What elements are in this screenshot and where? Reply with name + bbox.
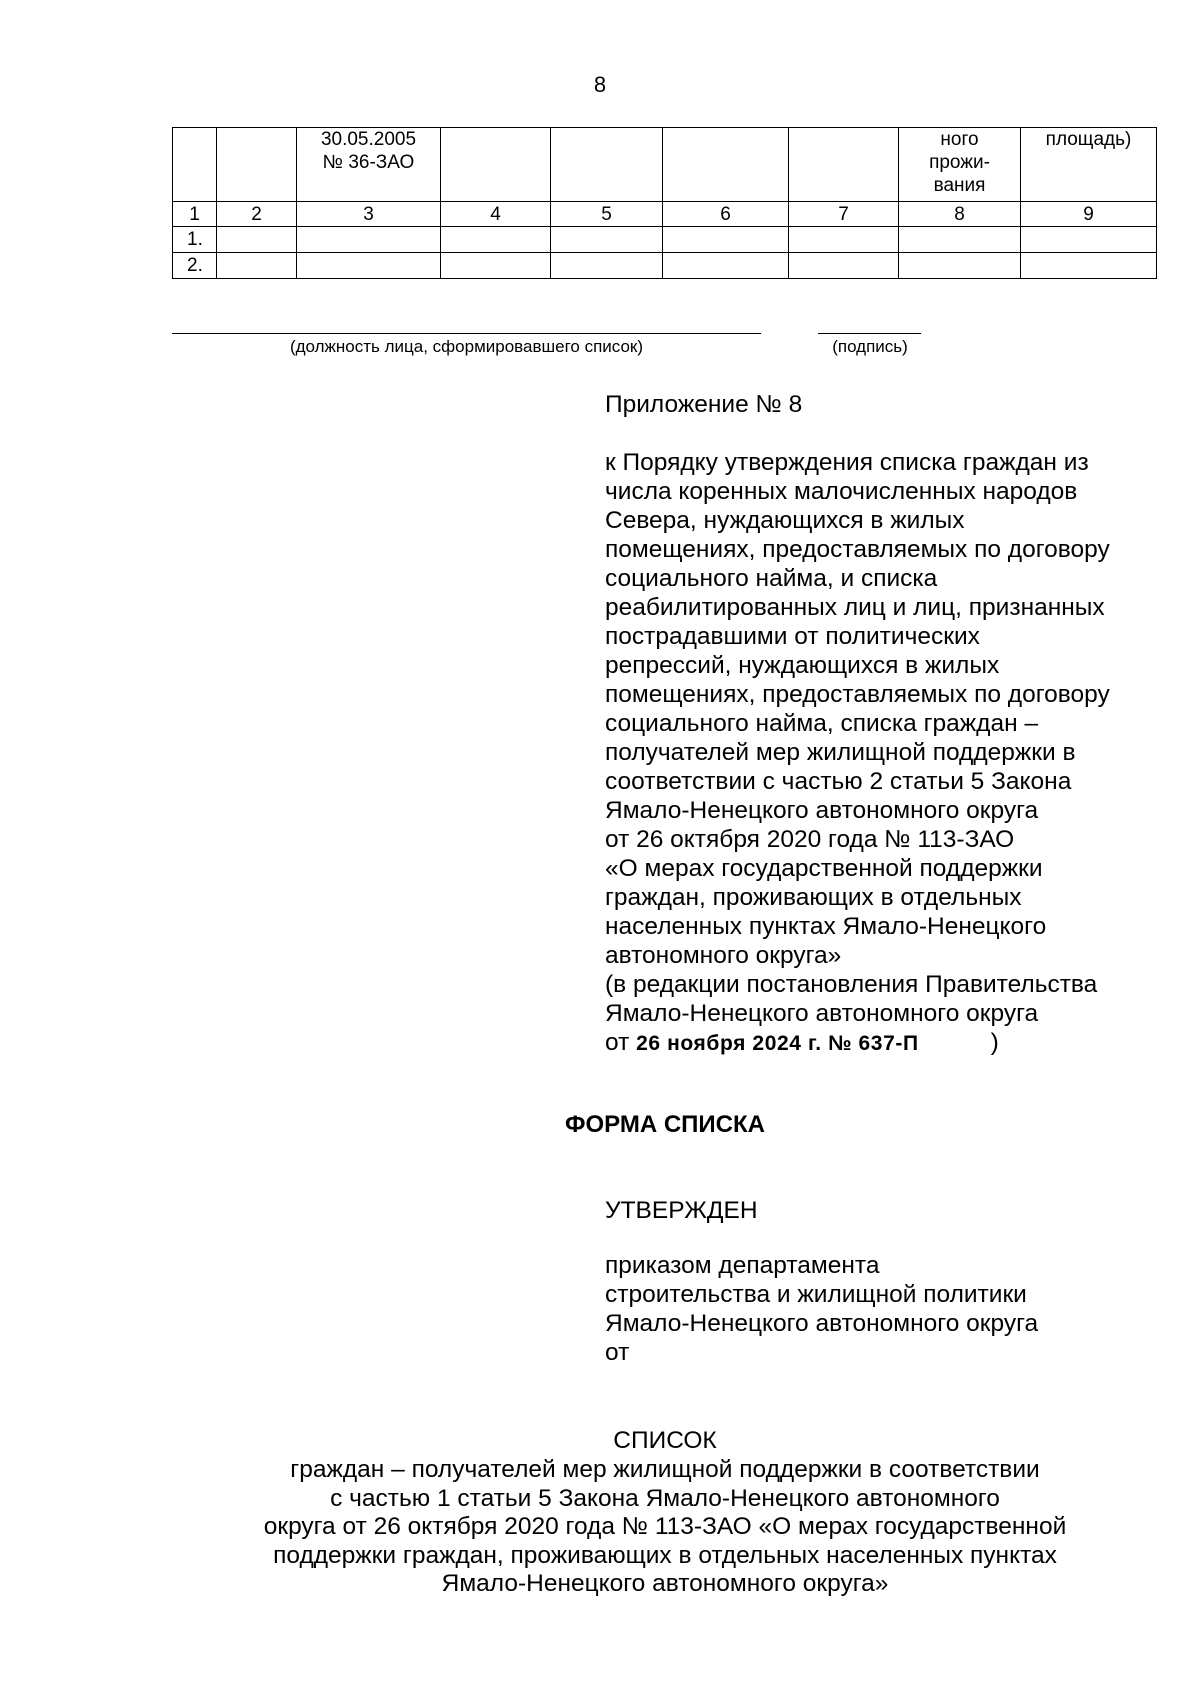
column-number: 8 xyxy=(899,202,1021,227)
appendix-line: (в редакции постановления Правительства xyxy=(605,971,1098,998)
approved-line: строительства и жилищной политики xyxy=(605,1281,1027,1308)
table-cell: 2. xyxy=(173,253,217,279)
approved-line: Ямало-Ненецкого автономного округа xyxy=(605,1310,1039,1337)
table-cell xyxy=(899,227,1021,253)
header-cell: ного прожи- вания xyxy=(899,128,1021,202)
appendix-text xyxy=(605,448,1175,1058)
appendix-line: социального найма, списка граждан – xyxy=(605,710,1039,737)
appendix-line: помещениях, предоставляемых по договору xyxy=(605,536,1110,563)
header-cell xyxy=(789,128,899,202)
appendix-line: репрессий, нуждающихся в жилых xyxy=(605,652,1000,679)
header-cell xyxy=(217,128,297,202)
list-subtitle-line: округа от 26 октября 2020 года № 113-ЗАО «О мерах государственной xyxy=(263,1513,1067,1540)
list-subtitle-line: граждан – получателей мер жилищной поддержки в соответствии xyxy=(290,1456,1040,1483)
appendix-line: числа коренных малочисленных народов xyxy=(605,478,1078,505)
resolution-date: 26 ноября 2024 г. № 637-П xyxy=(636,1032,919,1055)
resolution-date-suffix: ) xyxy=(990,1029,999,1056)
table-cell xyxy=(789,253,899,279)
appendix-line: Ямало-Ненецкого автономного округа xyxy=(605,797,1039,824)
appendix-line: реабилитированных лиц и лиц, признанных xyxy=(605,594,1105,621)
form-title: ФОРМА СПИСКА xyxy=(565,1111,765,1138)
appendix-line: граждан, проживающих в отдельных xyxy=(605,884,1022,911)
column-number: 9 xyxy=(1021,202,1157,227)
page-number: 8 xyxy=(593,72,607,97)
table-cell xyxy=(663,253,789,279)
table-row xyxy=(173,227,1157,253)
column-number: 7 xyxy=(789,202,899,227)
appendix-line: автономного округа» xyxy=(605,942,842,969)
header-cell xyxy=(663,128,789,202)
resolution-date-line xyxy=(605,1028,1175,1058)
appendix-line: от 26 октября 2020 года № 113-ЗАО xyxy=(605,826,1015,853)
appendix-line: населенных пунктах Ямало-Ненецкого xyxy=(605,913,1047,940)
appendix-line: «О мерах государственной поддержки xyxy=(605,855,1043,882)
appendix-line: к Порядку утверждения списка граждан из xyxy=(605,449,1089,476)
appendix-line: социального найма, и списка xyxy=(605,565,938,592)
citizens-table xyxy=(172,127,1157,279)
appendix-line: помещениях, предоставляемых по договору xyxy=(605,681,1110,708)
table-cell: 1. xyxy=(173,227,217,253)
table-cell xyxy=(441,227,551,253)
approved-text xyxy=(605,1251,1175,1367)
list-title: СПИСОК xyxy=(613,1427,717,1454)
appendix-line: получателей мер жилищной поддержки в xyxy=(605,739,1076,766)
header-cell xyxy=(173,128,217,202)
position-caption: (должность лица, сформировавшего список) xyxy=(289,337,644,356)
signature-caption: (подпись) xyxy=(832,337,908,356)
column-number: 2 xyxy=(217,202,297,227)
column-number: 1 xyxy=(173,202,217,227)
list-subtitle-line: с частью 1 статьи 5 Закона Ямало-Ненецкого автономного xyxy=(330,1484,1000,1512)
column-number: 4 xyxy=(441,202,551,227)
column-number: 5 xyxy=(551,202,663,227)
appendix-line: пострадавшими от политических xyxy=(605,623,980,650)
appendix-line: Ямало-Ненецкого автономного округа xyxy=(605,1000,1039,1027)
table-cell xyxy=(663,227,789,253)
table-row xyxy=(173,253,1157,279)
signature-line xyxy=(818,333,921,334)
position-signature-line xyxy=(172,333,761,334)
table-cell xyxy=(217,253,297,279)
approved-line: приказом департамента xyxy=(605,1252,880,1279)
table-cell xyxy=(551,227,663,253)
appendix-line: Севера, нуждающихся в жилых xyxy=(605,507,965,534)
header-cell xyxy=(551,128,663,202)
table-cell xyxy=(551,253,663,279)
table-cell xyxy=(899,253,1021,279)
list-subtitle xyxy=(0,1456,1200,1599)
table-cell xyxy=(217,227,297,253)
column-number-row xyxy=(173,202,1157,227)
appendix-title: Приложение № 8 xyxy=(605,391,803,418)
table-cell xyxy=(1021,253,1157,279)
list-subtitle-line: поддержки граждан, проживающих в отдельных населенных пунктах xyxy=(273,1541,1057,1569)
approved-line: от xyxy=(605,1339,630,1366)
header-cell: площадь) xyxy=(1021,128,1157,202)
table-cell xyxy=(1021,227,1157,253)
resolution-date-prefix: от xyxy=(605,1029,637,1056)
appendix-line: соответствии с частью 2 статьи 5 Закона xyxy=(605,768,1072,795)
column-number: 6 xyxy=(663,202,789,227)
table-cell xyxy=(789,227,899,253)
table-cell xyxy=(297,227,441,253)
header-cell: 30.05.2005 № 36-ЗАО xyxy=(297,128,441,202)
table-header-row xyxy=(173,128,1157,202)
header-cell xyxy=(441,128,551,202)
approved-title: УТВЕРЖДЕН xyxy=(605,1197,758,1224)
column-number: 3 xyxy=(297,202,441,227)
table-cell xyxy=(297,253,441,279)
list-subtitle-line: Ямало-Ненецкого автономного округа» xyxy=(441,1570,889,1597)
table-cell xyxy=(441,253,551,279)
